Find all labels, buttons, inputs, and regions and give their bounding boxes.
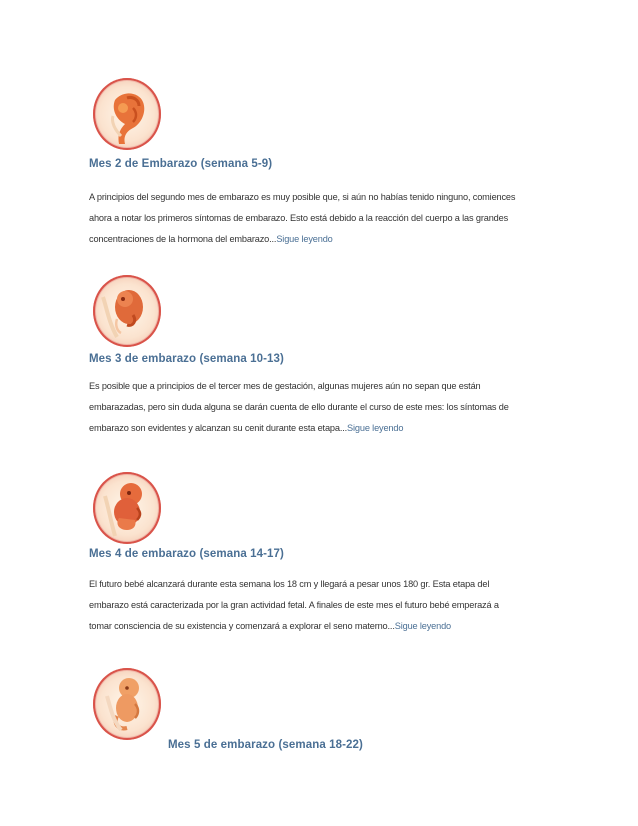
- summary-line: [89, 229, 554, 250]
- section-heading: Mes 3 de embarazo (semana 10-13): [89, 353, 284, 365]
- section-heading: Mes 4 de embarazo (semana 14-17): [89, 548, 284, 560]
- summary-line: embarazadas, pero sin duda alguna se darán cuenta de ello durante el curso de este mes: los síntomas de: [89, 402, 509, 412]
- section-summary: [89, 376, 554, 439]
- summary-line: A principios del segundo mes de embarazo es muy posible que, si aún no habías tenido ninguno, comiences: [89, 192, 516, 202]
- summary-line: El futuro bebé alcanzará durante esta semana los 18 cm y llegará a pesar unos 180 gr. Esta etapa del: [89, 579, 490, 589]
- section-heading: Mes 5 de embarazo (semana 18-22): [168, 739, 363, 751]
- read-more-link[interactable]: Sigue leyendo: [276, 234, 333, 244]
- embryo-month-3-icon[interactable]: [93, 275, 161, 347]
- fetus-month-5-icon[interactable]: [93, 668, 161, 740]
- fetus-month-4-icon[interactable]: [93, 472, 161, 544]
- summary-line-text: concentraciones de la hormona del embarazo...: [89, 234, 277, 244]
- summary-line: Es posible que a principios de el tercer mes de gestación, algunas mujeres aún no sepan que están: [89, 381, 481, 391]
- read-more-link[interactable]: Sigue leyendo: [394, 621, 452, 631]
- summary-line: ahora a notar los primeros síntomas de embarazo. Esto está debido a la reacción del cuerpo a las grandes: [89, 213, 509, 223]
- section-summary: [89, 574, 554, 637]
- section-heading: Mes 2 de Embarazo (semana 5-9): [89, 158, 273, 170]
- section-summary: [89, 187, 554, 250]
- read-more-link[interactable]: Sigue leyendo: [347, 423, 404, 433]
- summary-line-text: tomar consciencia de su existencia y comenzará a explorar el seno materno...: [89, 621, 395, 631]
- summary-line: [89, 616, 554, 637]
- embryo-month-2-icon[interactable]: [93, 78, 161, 150]
- summary-line: embarazo está caracterizada por la gran actividad fetal. A finales de este mes el futuro bebé emperazá a: [89, 600, 499, 610]
- summary-line: [89, 418, 554, 439]
- summary-line-text: embarazo son evidentes y alcanzan su cenit durante esta etapa...: [89, 423, 348, 433]
